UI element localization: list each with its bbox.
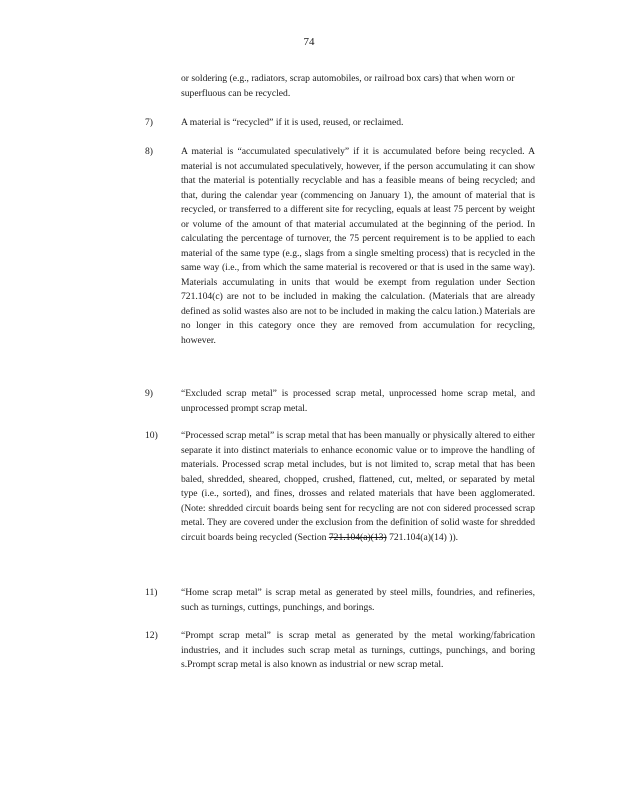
definition-item-9	[145, 387, 535, 416]
definition-item-7	[145, 116, 535, 131]
continuation-paragraph: or soldering (e.g., radiators, scrap automobiles, or railroad box cars) that when worn or superfluous can be recycled.	[181, 73, 515, 99]
item-text: “Home scrap metal” is scrap metal as generated by steel mills, foundries, and refineries, such as turnings, cuttings, punchings, and borings.	[181, 587, 535, 613]
definition-item-12	[145, 629, 535, 673]
definition-item-8	[145, 145, 535, 348]
item-number: 7)	[145, 117, 153, 128]
item-number: 12)	[145, 630, 158, 641]
item-text: A material is “recycled” if it is used, reused, or reclaimed.	[181, 117, 404, 128]
struck-citation: 721.104(a)(13)	[328, 531, 387, 543]
item-number: 9)	[145, 388, 153, 399]
item-text-after: 721.104(a)(14) )).	[386, 531, 459, 543]
item-number: 11)	[145, 587, 158, 598]
item-text-before: “Processed scrap metal” is scrap metal that has been manually or physically altered to either separate it into distinct materials to enhance economic value or to improve the handling of materials. Processed scrap metal includes, but is not limited to, scrap metal that has been baled, shredded, sheared, chopped, crushed, flattened, cut, melted, or separated by metal type (i.e., sorted), and fines, drosses and related materials that have been agglomerated. (Note: shredded circuit boards being sent for recycling are not con sidered processed scrap metal. They are covered under the exclusion from the definition of solid waste for shredded circuit boards being recycled (Section	[181, 430, 535, 543]
item-number: 10)	[145, 430, 158, 441]
item-text	[181, 429, 535, 545]
item-text: “Excluded scrap metal” is processed scrap metal, unprocessed home scrap metal, and unprocessed prompt scrap metal.	[181, 388, 535, 414]
item-text: “Prompt scrap metal” is scrap metal as generated by the metal working/fabrication industries, and it includes such scrap metal as turnings, cuttings, punchings, and boring s.Prompt scrap metal is also known as industrial or new scrap metal.	[181, 630, 535, 670]
item-text: A material is “accumulated speculatively” if it is accumulated before being recycled. A material is not accumulated speculatively, however, if the person accumulating it can show that the material is potentially recyclable and has a feasible means of being recycled; and that, during the calendar year (commencing on January 1), the amount of material that is recycled, or transferred to a different site for recycling, equals at least 75 percent by weight or volume of the amount of that material accumulated at the beginning of the period. In calculating the percentage of turnover, the 75 percent requirement is to be applied to each material of the same type (e.g., slags from a single smelting process) that is recycled in the same way (i.e., from which the same material is recovered or that is used in the same way). Materials accumulating in units that would be exempt from regulation under Section 721.104(c) are not to be included in making the calculation. (Materials that are already defined as solid wastes also are not to be included in making the calcu lation.) Materials are no longer in this category once they are removed from accumulation for recycling, however.	[181, 146, 535, 346]
item-number: 8)	[145, 146, 153, 157]
page-number: 74	[303, 36, 315, 48]
definition-item-11	[145, 586, 535, 615]
definition-item-10	[145, 429, 535, 545]
